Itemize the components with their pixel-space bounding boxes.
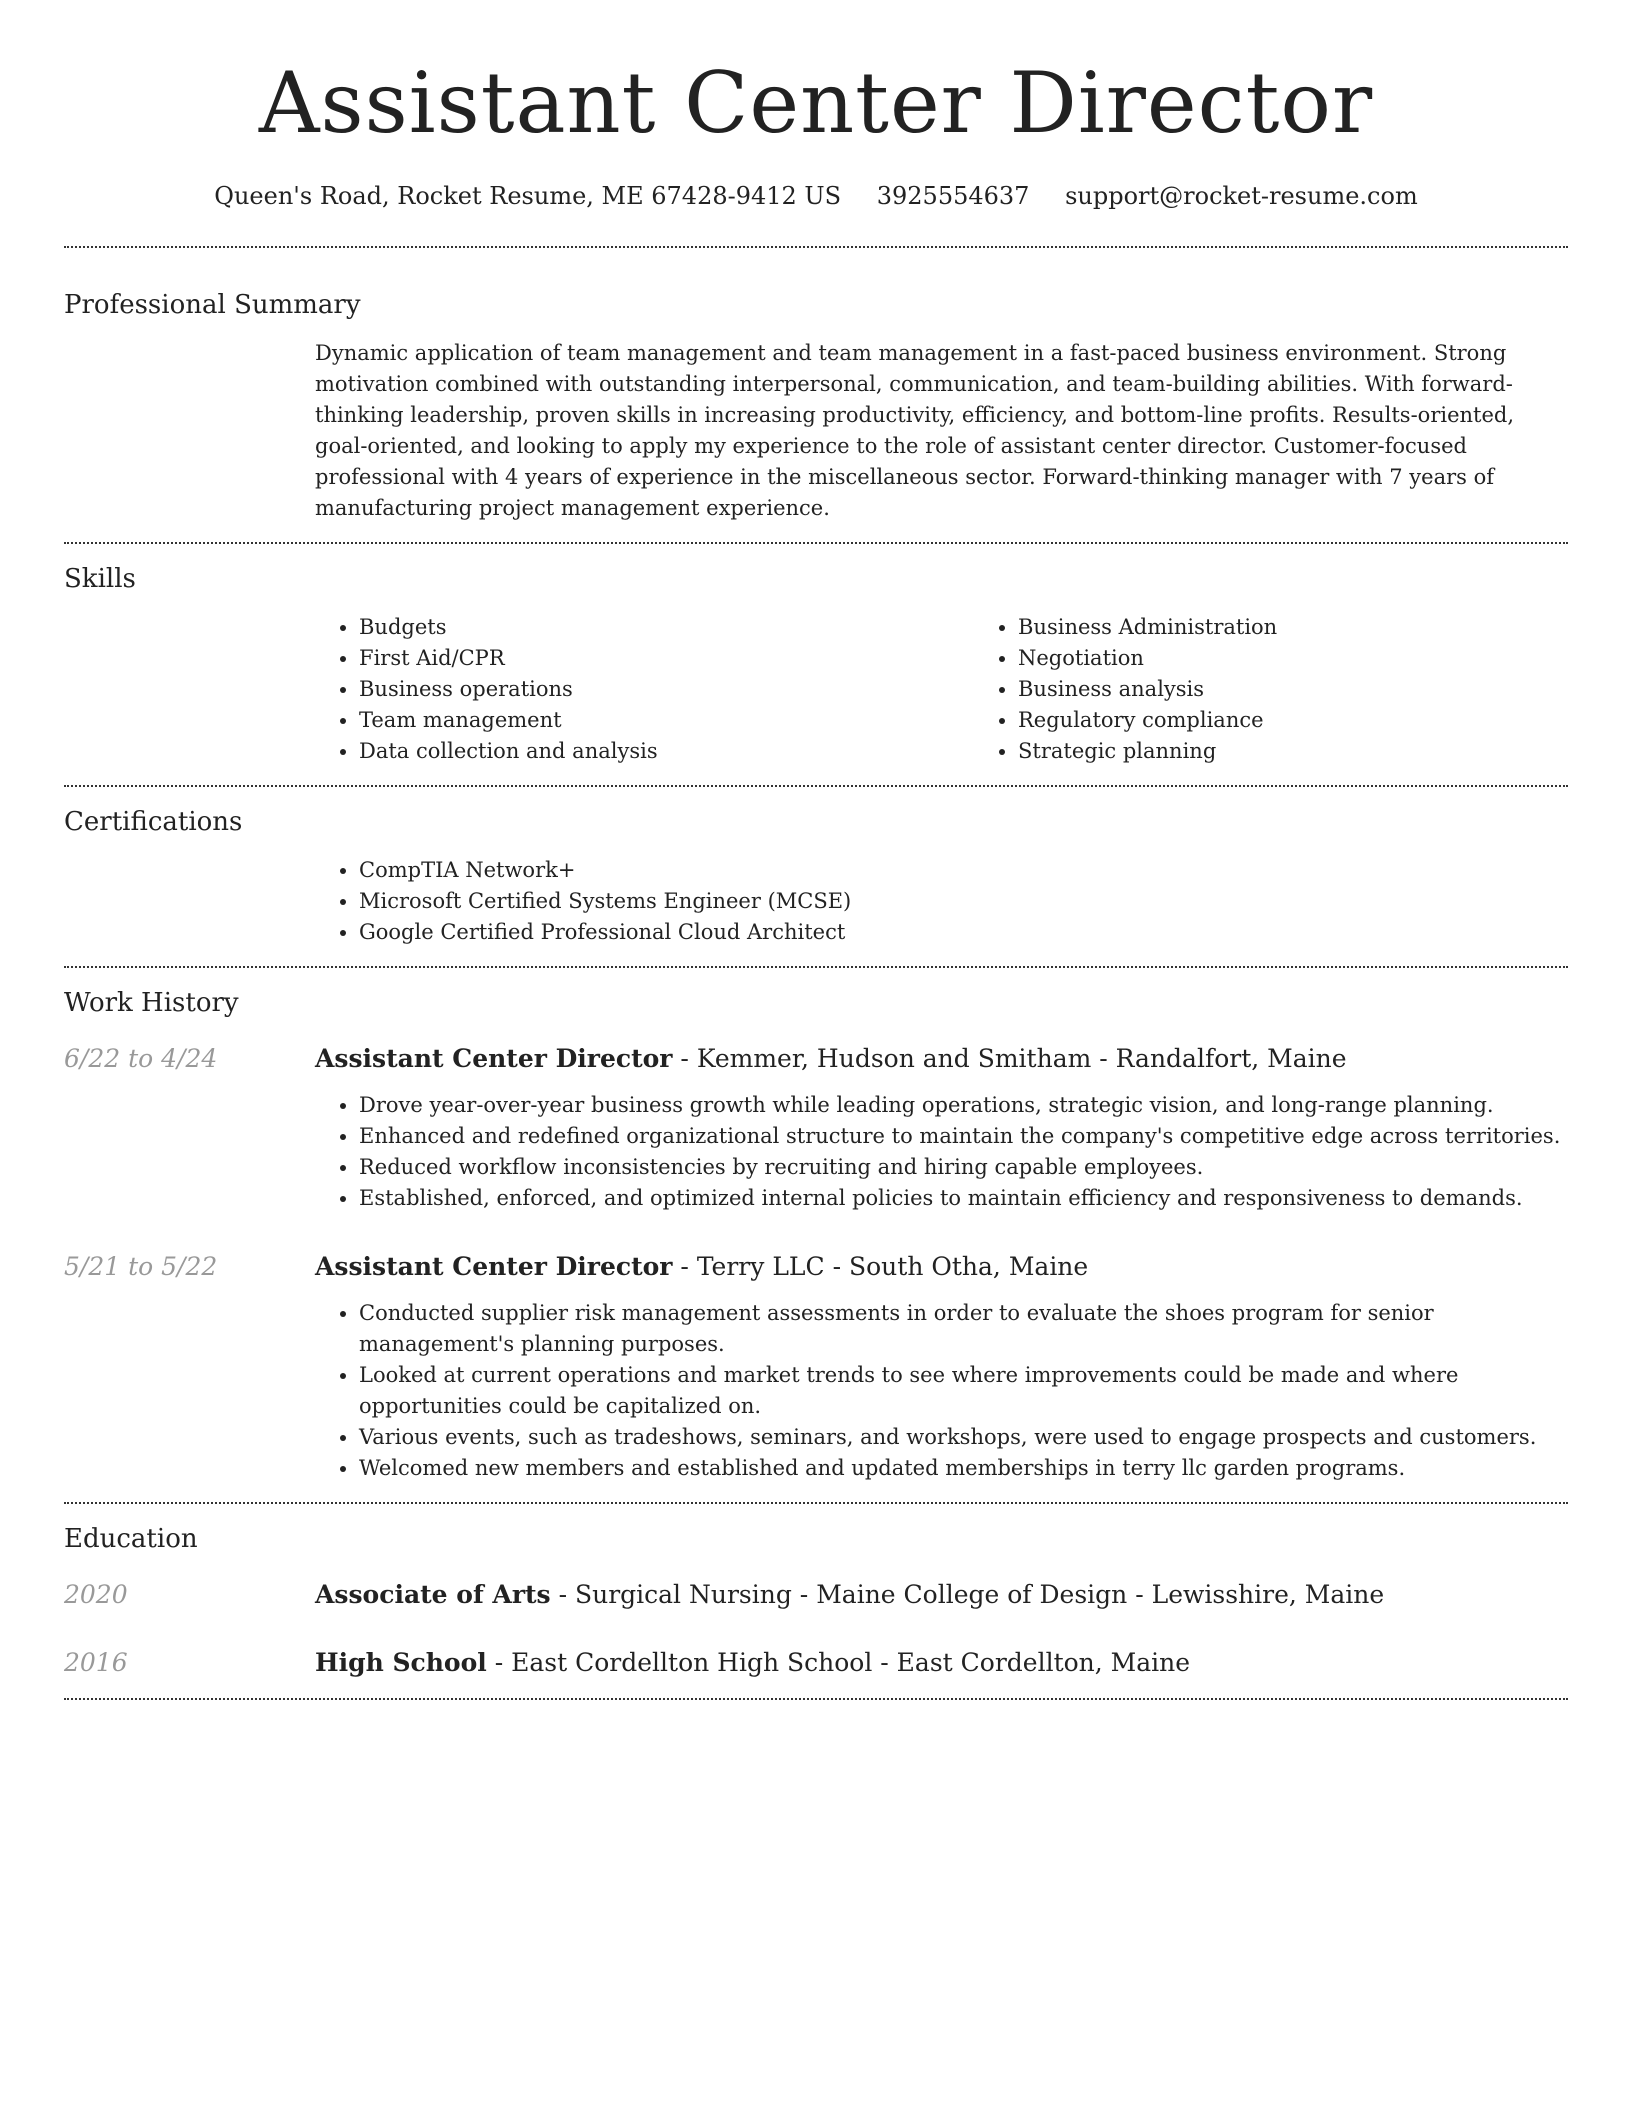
job-bullet: • Reduced workflow inconsistencies by recruiting and hiring capable employees. bbox=[359, 1152, 1568, 1183]
skill-item: • Business operations bbox=[359, 674, 974, 705]
job-heading bbox=[315, 1250, 1568, 1284]
skills-list-right bbox=[974, 612, 1632, 767]
job-bullet: • Conducted supplier risk management assessments in order to evaluate the shoes program for senior management's planning purposes. bbox=[359, 1298, 1568, 1360]
skill-item: • Business analysis bbox=[1018, 674, 1632, 705]
certification-item: • Microsoft Certified Systems Engineer (MCSE) bbox=[359, 886, 1568, 917]
education-heading bbox=[315, 1646, 1568, 1680]
contact-address: Queen's Road, Rocket Resume, ME 67428-9412 US bbox=[214, 182, 842, 210]
candidate-name: Assistant Center Director bbox=[258, 54, 1374, 152]
certification-item: • Google Certified Professional Cloud Architect bbox=[359, 917, 1568, 948]
education-title: Education bbox=[64, 1524, 198, 1554]
job-bullet: • Enhanced and redefined organizational structure to maintain the company's competitive edge across territories. bbox=[359, 1121, 1568, 1152]
skill-item: • Team management bbox=[359, 705, 974, 736]
job-bullet: • Welcomed new members and established and updated memberships in terry llc garden programs. bbox=[359, 1453, 1568, 1484]
certifications-list bbox=[315, 855, 1568, 948]
work-history-section bbox=[64, 968, 1568, 1502]
education-year: 2020 bbox=[64, 1580, 128, 1609]
education-entry bbox=[64, 1646, 1568, 1680]
skills-title: Skills bbox=[64, 564, 136, 594]
divider bbox=[64, 1698, 1568, 1700]
education-school-location: - Surgical Nursing - Maine College of Design - Lewisshire, Maine bbox=[550, 1580, 1385, 1609]
job-role: Assistant Center Director bbox=[315, 1252, 673, 1281]
job-bullets bbox=[315, 1298, 1568, 1484]
skill-item: • Budgets bbox=[359, 612, 974, 643]
education-school-location: - East Cordellton High School - East Cordellton, Maine bbox=[486, 1648, 1191, 1677]
skill-item: • Business Administration bbox=[1018, 612, 1632, 643]
contact-email: support@rocket-resume.com bbox=[1065, 182, 1418, 210]
certifications-section bbox=[64, 787, 1568, 966]
work-history-title: Work History bbox=[64, 988, 239, 1018]
contact-line bbox=[64, 180, 1568, 212]
job-employer-location: - Terry LLC - South Otha, Maine bbox=[672, 1252, 1089, 1281]
job-bullets bbox=[315, 1090, 1568, 1214]
certification-item: • CompTIA Network+ bbox=[359, 855, 1568, 886]
education-degree: Associate of Arts bbox=[315, 1580, 551, 1609]
skill-item: • Regulatory compliance bbox=[1018, 705, 1632, 736]
education-year: 2016 bbox=[64, 1648, 128, 1677]
job-bullet: • Drove year-over-year business growth while leading operations, strategic vision, and long-range planning. bbox=[359, 1090, 1568, 1121]
skills-list-left bbox=[315, 612, 974, 767]
skill-item: • First Aid/CPR bbox=[359, 643, 974, 674]
summary-text: Dynamic application of team management and team management in a fast-paced business environment. Strong motivation combined with outstanding interpersonal, communication, and team-building abilities. With forward-thinking leadership, proven skills in increasing productivity, efficiency, and bottom-line profits. Results-oriented, goal-oriented, and looking to apply my experience to the role of assistant center director. Customer-focused professional with 4 years of experience in the miscellaneous sector. Forward-thinking manager with 7 years of manufacturing project management experience. bbox=[315, 341, 1515, 520]
education-entry bbox=[64, 1578, 1568, 1612]
job-heading bbox=[315, 1042, 1568, 1076]
job-entry bbox=[64, 1042, 1568, 1214]
job-employer-location: - Kemmer, Hudson and Smitham - Randalfort, Maine bbox=[672, 1044, 1347, 1073]
skill-item: • Data collection and analysis bbox=[359, 736, 974, 767]
job-role: Assistant Center Director bbox=[315, 1044, 673, 1073]
education-section bbox=[64, 1504, 1568, 1698]
education-degree: High School bbox=[315, 1648, 487, 1677]
job-bullet: • Established, enforced, and optimized internal policies to maintain efficiency and responsiveness to demands. bbox=[359, 1183, 1568, 1214]
job-bullet: • Looked at current operations and market trends to see where improvements could be made and where opportunities could be capitalized on. bbox=[359, 1360, 1568, 1422]
skill-item: • Strategic planning bbox=[1018, 736, 1632, 767]
job-bullet: • Various events, such as tradeshows, seminars, and workshops, were used to engage prospects and customers. bbox=[359, 1422, 1568, 1453]
certifications-title: Certifications bbox=[64, 807, 243, 837]
education-heading bbox=[315, 1578, 1568, 1612]
job-dates: 6/22 to 4/24 bbox=[64, 1044, 218, 1073]
job-dates: 5/21 to 5/22 bbox=[64, 1252, 218, 1281]
contact-phone: 3925554637 bbox=[876, 182, 1030, 210]
summary-title: Professional Summary bbox=[64, 290, 361, 320]
skills-section bbox=[64, 544, 1568, 785]
job-entry bbox=[64, 1250, 1568, 1484]
summary-section bbox=[64, 248, 1568, 542]
skill-item: • Negotiation bbox=[1018, 643, 1632, 674]
